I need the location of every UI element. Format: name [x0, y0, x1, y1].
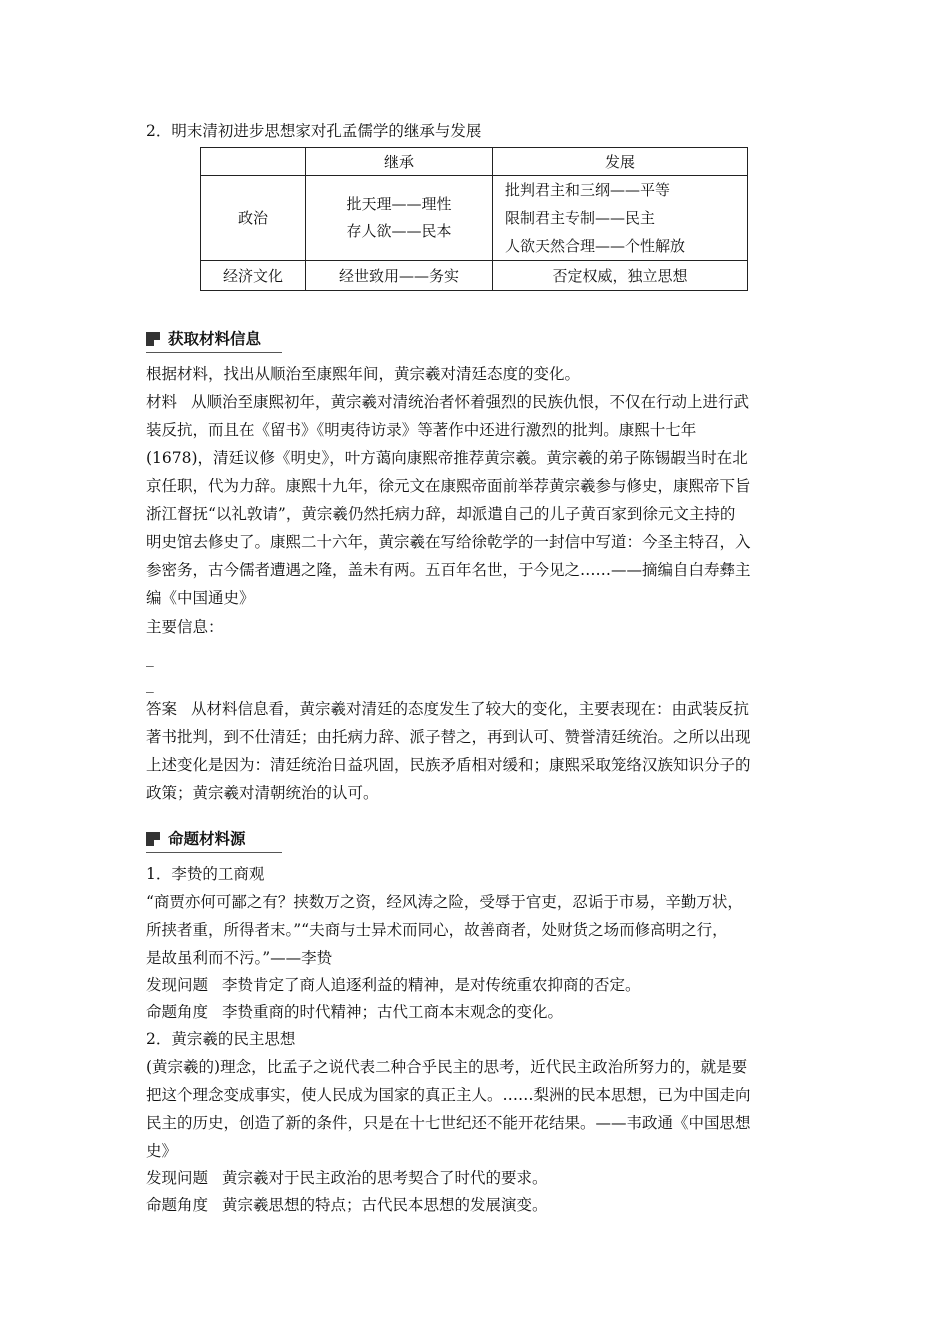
section-title-source: [146, 827, 806, 851]
develop-cell: [493, 176, 748, 261]
develop-line: 批判君主和三纲——平等: [505, 181, 671, 199]
quote-block: [146, 888, 806, 972]
find-label: 发现问题: [146, 976, 209, 994]
answer-line: 从材料信息看，黄宗羲对清廷的态度发生了较大的变化，主要表现在：由武装反抗: [191, 700, 750, 718]
section-marker-icon: [146, 832, 160, 846]
answer-line: 政策；黄宗羲对清朝统治的认可。: [146, 784, 379, 802]
material-line: (1678)，清廷议修《明史》，叶方蔼向康熙帝推荐黄宗羲。黄宗羲的弟子陈锡嘏当时在北: [146, 449, 748, 467]
section-underline: [146, 852, 282, 853]
answer-line: 著书批判，到不仕清廷；由托病力辞、派子替之，再到认可、赞誉清廷统治。之所以出现: [146, 728, 751, 746]
find-text: 黄宗羲对于民主政治的思考契合了时代的要求。: [222, 1169, 548, 1187]
proposition-angle: [146, 1192, 806, 1219]
develop-cell: 否定权威，独立思想: [493, 261, 748, 291]
main-info-label: 主要信息：: [146, 618, 224, 636]
item-heading: 1．李贽的工商观: [146, 865, 265, 883]
comparison-table: [200, 147, 748, 291]
section-title: 获取材料信息: [168, 330, 262, 348]
section-title-info: [146, 327, 806, 351]
header-cell-inherit: 继承: [306, 148, 493, 176]
section-marker-icon: [146, 332, 160, 346]
find-text: 李贽肯定了商人追逐利益的精神，是对传统重农抑商的否定。: [222, 976, 641, 994]
find-label: 发现问题: [146, 1169, 209, 1187]
quote-line: 把这个理念变成事实，使人民成为国家的真正主人。……梨洲的民本思想，已为中国走向: [146, 1086, 751, 1104]
material-line: 明史馆去修史了。康熙二十六年，黄宗羲在写给徐乾学的一封信中写道：今圣主特召，入: [146, 533, 751, 551]
section-title: 命题材料源: [168, 830, 246, 848]
material-line: 浙江督抚“以礼敦请”，黄宗羲仍然托病力辞，却派遣自己的儿子黄百家到徐元文主持的: [146, 505, 736, 523]
answer-line: 上述变化是因为：清廷统治日益巩固，民族矛盾相对缓和；康熙采取笼络汉族知识分子的: [146, 756, 751, 774]
quote-line: 史》: [146, 1142, 178, 1160]
material-line: 编《中国通史》: [146, 589, 255, 607]
inherit-line: 批天理——理性: [346, 195, 452, 213]
answer-block: [146, 695, 806, 807]
question-text: 根据材料，找出从顺治至康熙年间，黄宗羲对清廷态度的变化。: [146, 365, 581, 383]
quote-line: 所挟者重，所得者末。”“夫商与士异术而同心，故善商者，处财货之场而修高明之行，: [146, 921, 728, 939]
table-row: [201, 176, 748, 261]
proposition-angle: [146, 999, 806, 1026]
develop-line: 限制君主专制——民主: [505, 209, 656, 227]
material-line: 参密务，古今儒者遭遇之隆，盖未有两。五百年名世，于今见之……——摘编自白寿彝主: [146, 561, 751, 579]
angle-text: 李贽重商的时代精神；古代工商本末观念的变化。: [222, 1003, 564, 1021]
quote-line: 是故虽利而不污。”——李贽: [146, 949, 333, 967]
row-label: 政治: [201, 176, 306, 261]
answer-blank: _: [146, 649, 154, 667]
table-row: [201, 261, 748, 291]
answer-blank: _: [146, 675, 154, 693]
section-heading: 2．明末清初进步思想家对孔孟儒学的继承与发展: [146, 122, 482, 140]
quote-line: (黄宗羲的)理念，比孟子之说代表二种合乎民主的思考，近代民主政治所努力的，就是要: [146, 1058, 748, 1076]
material-line: 京任职，代为力辞。康熙十九年，徐元文在康熙帝面前举荐黄宗羲参与修史，康熙帝下旨: [146, 477, 751, 495]
section-underline: [146, 352, 282, 353]
angle-text: 黄宗羲思想的特点；古代民本思想的发展演变。: [222, 1196, 548, 1214]
answer-label: 答案: [146, 700, 178, 718]
quote-block: [146, 1053, 806, 1165]
inherit-cell: 经世致用——务实: [306, 261, 493, 291]
angle-label: 命题角度: [146, 1003, 209, 1021]
table-header-row: [201, 148, 748, 176]
angle-label: 命题角度: [146, 1196, 209, 1214]
material-line: 从顺治至康熙初年，黄宗羲对清统治者怀着强烈的民族仇恨，不仅在行动上进行武: [191, 393, 750, 411]
material-line: 装反抗，而且在《留书》《明夷待访录》等著作中还进行激烈的批判。康熙十七年: [146, 421, 697, 439]
find-problem: [146, 1165, 806, 1192]
inherit-line: 存人欲——民本: [346, 222, 452, 240]
quote-line: 民主的历史，创造了新的条件，只是在十七世纪还不能开花结果。——韦政通《中国思想: [146, 1114, 751, 1132]
header-cell-empty: [201, 148, 306, 176]
develop-line: 人欲天然合理——个性解放: [505, 237, 686, 255]
material-label: 材料: [146, 393, 178, 411]
find-problem: [146, 972, 806, 999]
material-block: [146, 388, 806, 612]
quote-line: “商贾亦何可鄙之有？挟数万之资，经风涛之险，受辱于官吏，忍诟于市易，辛勤万状，: [146, 893, 743, 911]
item-heading: 2．黄宗羲的民主思想: [146, 1030, 296, 1048]
document-page: [146, 118, 806, 1219]
header-cell-develop: 发展: [493, 148, 748, 176]
row-label: 经济文化: [201, 261, 306, 291]
inherit-cell: [306, 176, 493, 261]
